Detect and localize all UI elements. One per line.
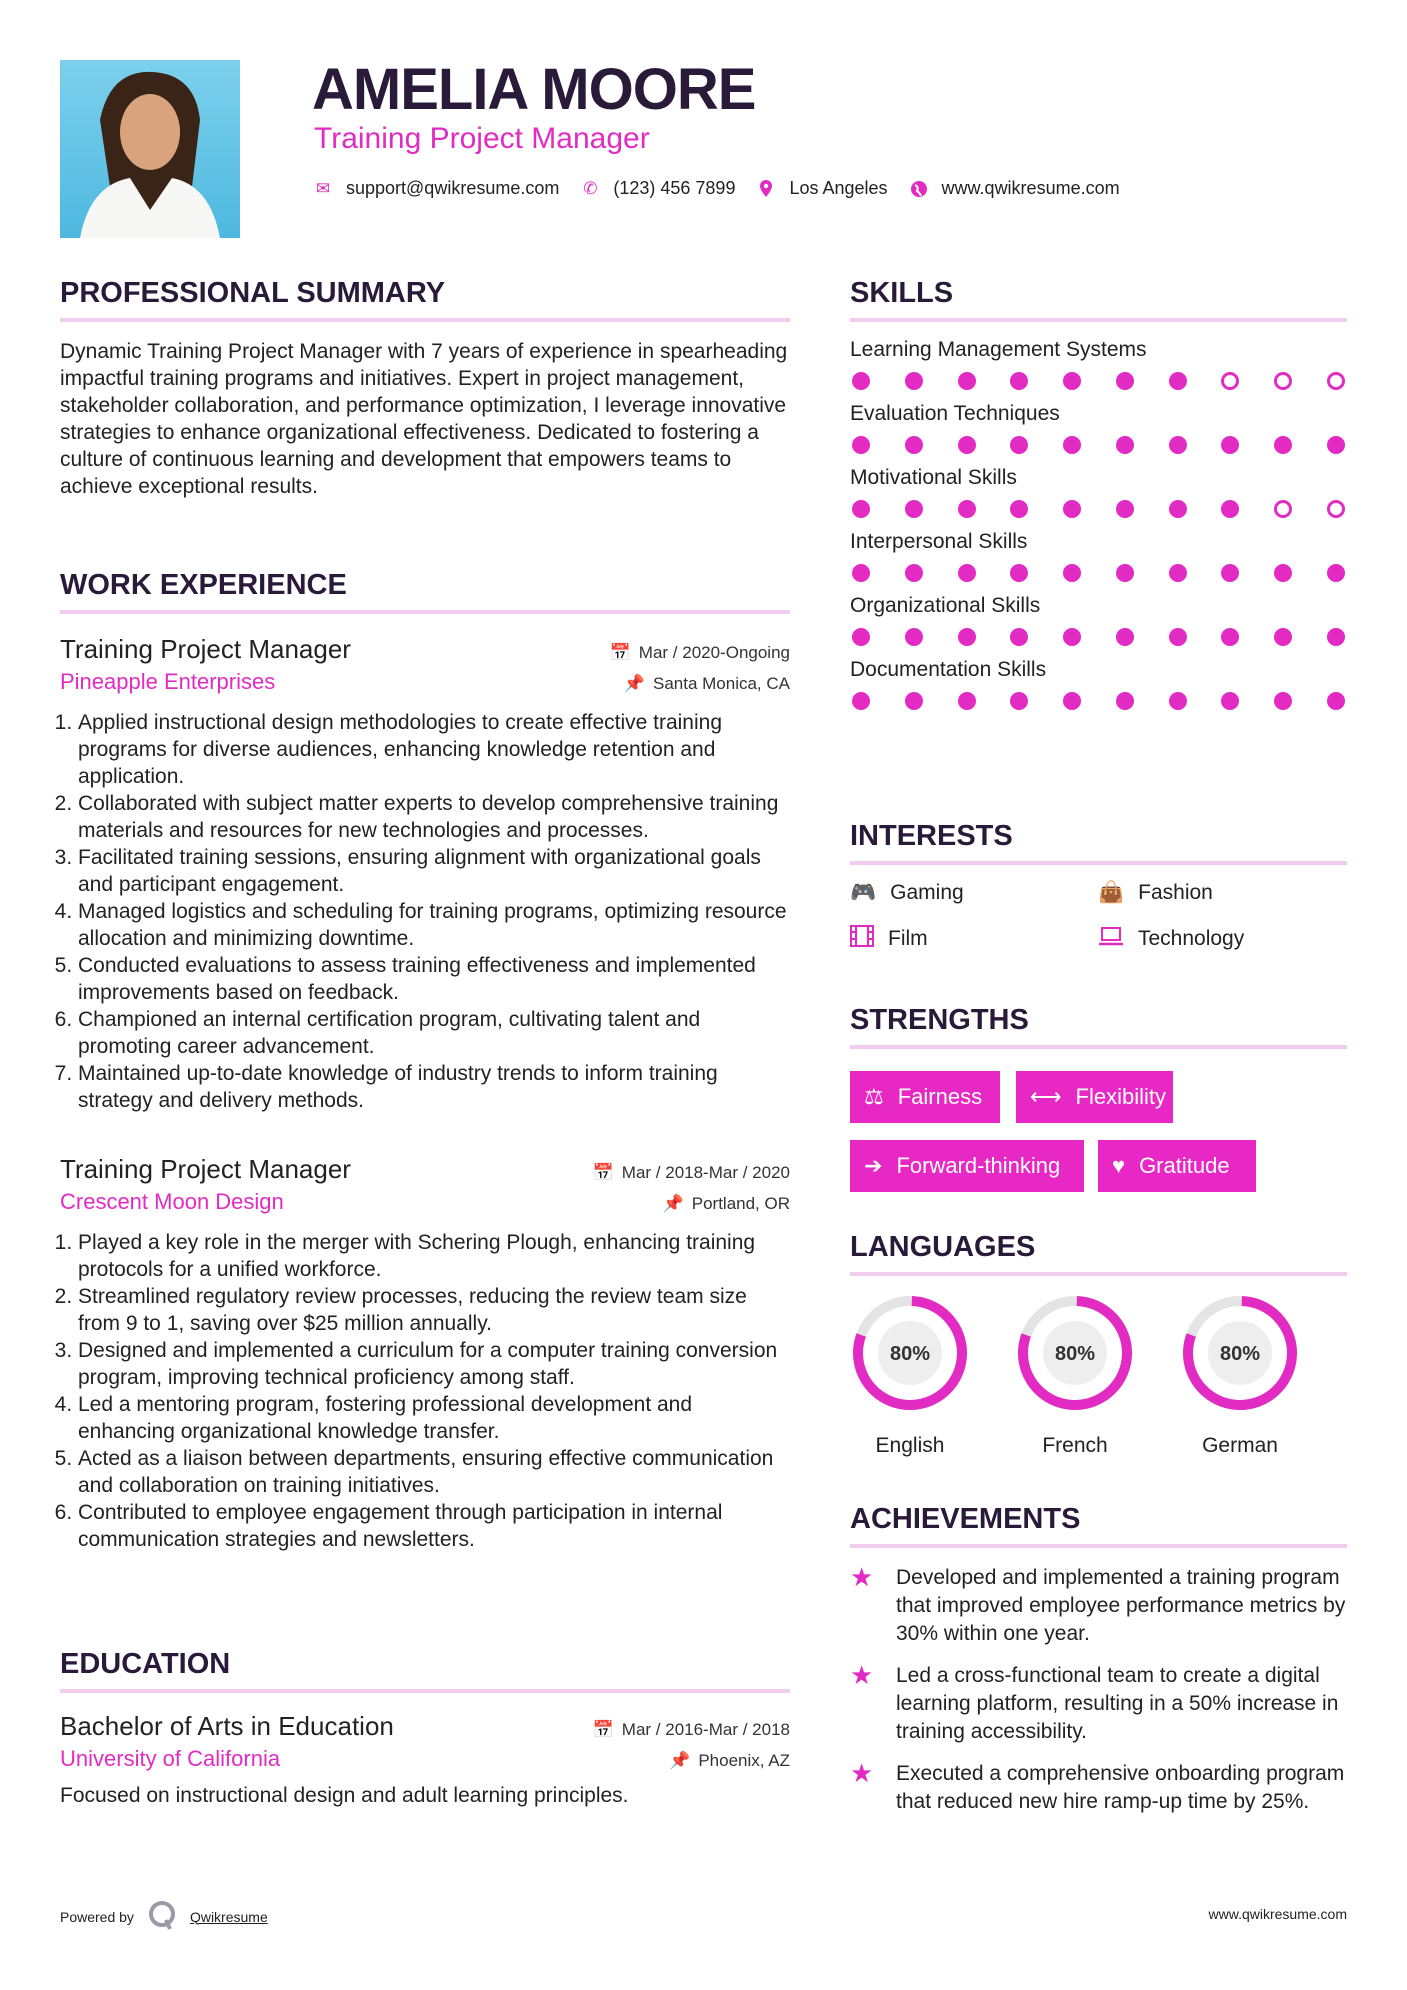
rating-dot-filled	[905, 628, 923, 646]
rating-dot-filled	[905, 500, 923, 518]
shopping-bag-icon: 👜	[1098, 881, 1125, 904]
film-icon	[850, 925, 874, 953]
rating-dot-filled	[1327, 628, 1345, 646]
rating-dot-filled	[1063, 500, 1081, 518]
calendar-icon: 📅	[592, 1163, 614, 1182]
achievements-section	[850, 1503, 1347, 1816]
section-divider	[60, 1689, 790, 1693]
job-entry	[60, 1154, 790, 1553]
rating-dot-filled	[905, 372, 923, 390]
section-divider	[60, 610, 790, 614]
rating-dot-filled	[905, 564, 923, 582]
section-heading: LANGUAGES	[850, 1231, 1036, 1263]
rating-dot-filled	[958, 564, 976, 582]
education-description: Focused on instructional design and adult learning principles.	[60, 1784, 629, 1807]
duty-item: 2. Collaborated with subject matter experts to develop comprehensive training materials and resources for new technologies and processes.	[78, 790, 790, 844]
section-heading: PROFESSIONAL SUMMARY	[60, 277, 446, 309]
job-header	[60, 634, 790, 665]
interest-label: Film	[888, 927, 928, 950]
duty-list	[60, 709, 790, 1114]
duty-item: 4. Led a mentoring program, fostering professional development and enhancing organizational knowledge transfer.	[78, 1391, 790, 1445]
duty-list	[60, 1229, 790, 1553]
email-link[interactable]: support@qwikresume.com	[346, 178, 560, 198]
section-divider	[850, 318, 1347, 322]
profile-photo	[60, 60, 240, 238]
skill-item	[850, 594, 1347, 646]
skill-name: Learning Management Systems	[850, 338, 1147, 361]
skill-item	[850, 466, 1347, 518]
achievement-text: Led a cross-functional team to create a digital learning platform, resulting in a 50% increase in training accessibility.	[896, 1664, 1339, 1743]
section-heading: ACHIEVEMENTS	[850, 1503, 1081, 1535]
skill-rating	[850, 628, 1347, 646]
skill-rating	[850, 372, 1347, 390]
qwikresume-link[interactable]: Qwikresume	[189, 1908, 268, 1925]
skill-item	[850, 658, 1347, 710]
job-date-text: Mar / 2018-Mar / 2020	[621, 1163, 790, 1182]
rating-dot-filled	[1116, 500, 1134, 518]
duty-item: 6. Championed an internal certification program, cultivating talent and promoting career advancement.	[78, 1006, 790, 1060]
language-name: German	[1202, 1434, 1278, 1457]
balance-scale-icon: ⚖	[864, 1084, 884, 1109]
rating-dot-filled	[1221, 628, 1239, 646]
rating-dot-filled	[852, 500, 870, 518]
summary-text: Dynamic Training Project Manager with 7 years of experience in spearheading impactful training programs and initiatives. Expert in project management, stakeholder collaboration, and performance optimization, I leverage innovative strategies to enhance organizational effectiveness. Dedicated to fostering a culture of continuous learning and development that empowers teams to achieve exceptional results.	[60, 340, 788, 498]
strength-label: Forward-thinking	[896, 1153, 1061, 1178]
skill-name: Organizational Skills	[850, 594, 1041, 617]
achievement-item	[850, 1564, 1347, 1648]
contact-bar	[314, 178, 1142, 199]
duty-item: 3. Designed and implemented a curriculum for a computer training conversion program, improving technical proficiency among staff.	[78, 1337, 790, 1391]
interest-technology	[1098, 925, 1346, 953]
rating-dot-filled	[1116, 436, 1134, 454]
skill-rating	[850, 436, 1347, 454]
rating-dot-filled	[1116, 628, 1134, 646]
job-entry	[60, 634, 790, 1114]
language-percent: 80%	[889, 1343, 931, 1365]
company-name: Crescent Moon Design	[60, 1189, 284, 1214]
skill-item	[850, 338, 1347, 390]
language-item	[848, 1291, 972, 1458]
rating-dot-filled	[852, 564, 870, 582]
duty-item: 5. Acted as a liaison between departments, ensuring effective communication and collaboration on training initiatives.	[78, 1445, 790, 1499]
job-date-text: Mar / 2020-Ongoing	[638, 643, 790, 662]
rating-dot-filled	[958, 500, 976, 518]
language-percent: 80%	[1054, 1343, 1096, 1365]
rating-dot-empty	[1274, 372, 1292, 390]
laptop-icon	[1098, 926, 1124, 952]
interest-label: Technology	[1138, 927, 1245, 950]
strength-tag-fairness	[850, 1071, 1000, 1123]
achievement-item	[850, 1760, 1347, 1816]
section-heading: STRENGTHS	[850, 1004, 1029, 1036]
rating-dot-filled	[1010, 692, 1028, 710]
globe-icon	[910, 181, 928, 197]
rating-dot-filled	[1274, 436, 1292, 454]
strength-tag-gratitude	[1098, 1140, 1256, 1192]
gamepad-icon: 🎮	[850, 881, 877, 904]
heart-icon: ♥	[1112, 1153, 1126, 1178]
star-icon: ★	[850, 1660, 874, 1690]
rating-dot-filled	[1010, 436, 1028, 454]
rating-dot-filled	[905, 436, 923, 454]
job-location-text: Santa Monica, CA	[652, 674, 790, 693]
rating-dot-filled	[1063, 372, 1081, 390]
job-date	[610, 643, 790, 663]
duty-item: 1. Played a key role in the merger with Schering Plough, enhancing training protocols for a unified workforce.	[78, 1229, 790, 1283]
section-heading: EDUCATION	[60, 1648, 231, 1680]
calendar-icon: 📅	[592, 1720, 614, 1739]
rating-dot-filled	[1327, 692, 1345, 710]
duty-item: 6. Contributed to employee engagement through participation in internal communication strategies and newsletters.	[78, 1499, 790, 1553]
star-icon: ★	[850, 1562, 874, 1592]
rating-dot-filled	[1221, 564, 1239, 582]
calendar-icon: 📅	[609, 643, 631, 662]
pin-icon: 📌	[662, 1194, 684, 1213]
language-donut	[1013, 1291, 1137, 1415]
job-header	[60, 1154, 790, 1185]
phone-text: (123) 456 7899	[613, 178, 736, 198]
skill-name: Interpersonal Skills	[850, 530, 1028, 553]
section-divider	[850, 1272, 1347, 1276]
rating-dot-filled	[1169, 692, 1187, 710]
school: University of California	[60, 1746, 281, 1771]
rating-dot-filled	[1169, 628, 1187, 646]
footer-left	[60, 1900, 268, 1933]
interests-section	[850, 820, 1347, 953]
interest-fashion	[1098, 881, 1346, 905]
footer-website[interactable]: www.qwikresume.com	[1208, 1906, 1347, 1922]
interest-label: Fashion	[1138, 881, 1213, 904]
rating-dot-filled	[852, 692, 870, 710]
strength-label: Flexibility	[1075, 1084, 1167, 1109]
rating-dot-empty	[1327, 500, 1345, 518]
skills-section	[850, 277, 1347, 710]
skill-rating	[850, 500, 1347, 518]
duty-item: 7. Maintained up-to-date knowledge of industry trends to inform training strategy and delivery methods.	[78, 1060, 790, 1114]
rating-dot-filled	[1010, 564, 1028, 582]
language-name: French	[1042, 1434, 1108, 1457]
rating-dot-empty	[1274, 500, 1292, 518]
section-heading: INTERESTS	[850, 820, 1013, 852]
strength-tag-forward-thinking	[850, 1140, 1084, 1192]
candidate-name: AMELIA MOORE	[312, 57, 756, 122]
rating-dot-filled	[1010, 500, 1028, 518]
section-divider	[60, 318, 790, 322]
rating-dot-filled	[1063, 436, 1081, 454]
rating-dot-filled	[1169, 372, 1187, 390]
rating-dot-filled	[1010, 628, 1028, 646]
rating-dot-filled	[1063, 564, 1081, 582]
powered-by-text: Powered by	[60, 1908, 134, 1925]
interest-film	[850, 925, 1098, 953]
rating-dot-filled	[1116, 564, 1134, 582]
rating-dot-filled	[958, 628, 976, 646]
duty-item: 4. Managed logistics and scheduling for training programs, optimizing resource allocation and minimizing downtime.	[78, 898, 790, 952]
job-title: Training Project Manager	[60, 634, 351, 664]
duty-item: 1. Applied instructional design methodologies to create effective training programs for diverse audiences, enhancing knowledge retention and application.	[78, 709, 790, 790]
rating-dot-filled	[1274, 564, 1292, 582]
rating-dot-filled	[1274, 692, 1292, 710]
rating-dot-filled	[1169, 436, 1187, 454]
phone-icon: ✆	[583, 178, 598, 198]
rating-dot-filled	[1221, 692, 1239, 710]
job-location	[663, 1194, 790, 1214]
achievement-text: Executed a comprehensive onboarding program that reduced new hire ramp-up time by 25%.	[896, 1762, 1345, 1813]
strengths-section	[850, 1004, 1347, 1049]
education-date: Mar / 2016-Mar / 2018	[621, 1720, 790, 1739]
rating-dot-filled	[1169, 500, 1187, 518]
rating-dot-filled	[905, 692, 923, 710]
rating-dot-filled	[1169, 564, 1187, 582]
achievement-item	[850, 1662, 1347, 1746]
section-heading: WORK EXPERIENCE	[60, 569, 347, 601]
language-item	[1178, 1291, 1302, 1458]
strength-tag-flexibility	[1016, 1071, 1173, 1123]
arrows-horizontal-icon: ⟷	[1030, 1084, 1062, 1109]
rating-dot-filled	[1063, 628, 1081, 646]
job-title: Training Project Manager	[60, 1154, 351, 1184]
rating-dot-filled	[1116, 372, 1134, 390]
skill-name: Evaluation Techniques	[850, 402, 1060, 425]
envelope-icon: ✉	[315, 178, 331, 198]
education-subheader	[60, 1746, 790, 1772]
job-location	[624, 674, 790, 694]
pin-icon: 📌	[669, 1751, 691, 1770]
experience-section	[60, 569, 790, 1553]
section-heading: SKILLS	[850, 277, 954, 309]
job-date	[593, 1163, 790, 1183]
job-subheader	[60, 1189, 790, 1215]
job-subheader	[60, 669, 790, 695]
education-location: Phoenix, AZ	[698, 1751, 790, 1770]
duty-item: 5. Conducted evaluations to assess training effectiveness and implemented improvements based on feedback.	[78, 952, 790, 1006]
duty-item: 2. Streamlined regulatory review processes, reducing the review team size from 9 to 1, saving over $25 million annually.	[78, 1283, 790, 1337]
language-name: English	[875, 1434, 945, 1457]
section-divider	[850, 1544, 1347, 1548]
skill-name: Documentation Skills	[850, 658, 1047, 681]
achievement-text: Developed and implemented a training program that improved employee performance metrics by 30% within one year.	[896, 1566, 1346, 1645]
language-donut	[848, 1291, 972, 1415]
section-divider	[850, 861, 1347, 865]
summary-section	[60, 277, 790, 500]
arrow-right-icon: ➔	[864, 1153, 883, 1178]
rating-dot-filled	[958, 692, 976, 710]
rating-dot-filled	[852, 436, 870, 454]
language-percent: 80%	[1219, 1343, 1261, 1365]
star-icon: ★	[850, 1758, 874, 1788]
qwikresume-logo-icon	[148, 1900, 176, 1933]
skill-rating	[850, 692, 1347, 710]
map-pin-icon	[757, 180, 775, 197]
rating-dot-filled	[1221, 436, 1239, 454]
interest-label: Gaming	[890, 881, 964, 904]
interest-gaming	[850, 881, 1098, 905]
rating-dot-filled	[958, 372, 976, 390]
candidate-title: Training Project Manager	[314, 122, 650, 155]
skill-item	[850, 402, 1347, 454]
rating-dot-empty	[1221, 372, 1239, 390]
rating-dot-filled	[1327, 436, 1345, 454]
website-link[interactable]: www.qwikresume.com	[941, 178, 1120, 198]
rating-dot-filled	[852, 372, 870, 390]
rating-dot-filled	[1116, 692, 1134, 710]
strength-label: Gratitude	[1139, 1153, 1230, 1178]
rating-dot-filled	[1063, 692, 1081, 710]
section-divider	[850, 1045, 1347, 1049]
rating-dot-filled	[1327, 564, 1345, 582]
education-header	[60, 1711, 790, 1742]
language-donut	[1178, 1291, 1302, 1415]
skill-item	[850, 530, 1347, 582]
languages-section	[850, 1231, 1347, 1276]
rating-dot-filled	[1274, 628, 1292, 646]
duty-item: 3. Facilitated training sessions, ensuring alignment with organizational goals and participant engagement.	[78, 844, 790, 898]
job-location-text: Portland, OR	[691, 1194, 790, 1213]
rating-dot-filled	[1221, 500, 1239, 518]
language-item	[1013, 1291, 1137, 1458]
company-name: Pineapple Enterprises	[60, 669, 276, 694]
strength-label: Fairness	[897, 1084, 983, 1109]
pin-icon: 📌	[623, 674, 645, 693]
location-text: Los Angeles	[789, 178, 888, 198]
rating-dot-filled	[1010, 372, 1028, 390]
skill-name: Motivational Skills	[850, 466, 1017, 489]
rating-dot-empty	[1327, 372, 1345, 390]
degree: Bachelor of Arts in Education	[60, 1711, 394, 1741]
skill-rating	[850, 564, 1347, 582]
education-section	[60, 1648, 790, 1809]
rating-dot-filled	[958, 436, 976, 454]
rating-dot-filled	[852, 628, 870, 646]
